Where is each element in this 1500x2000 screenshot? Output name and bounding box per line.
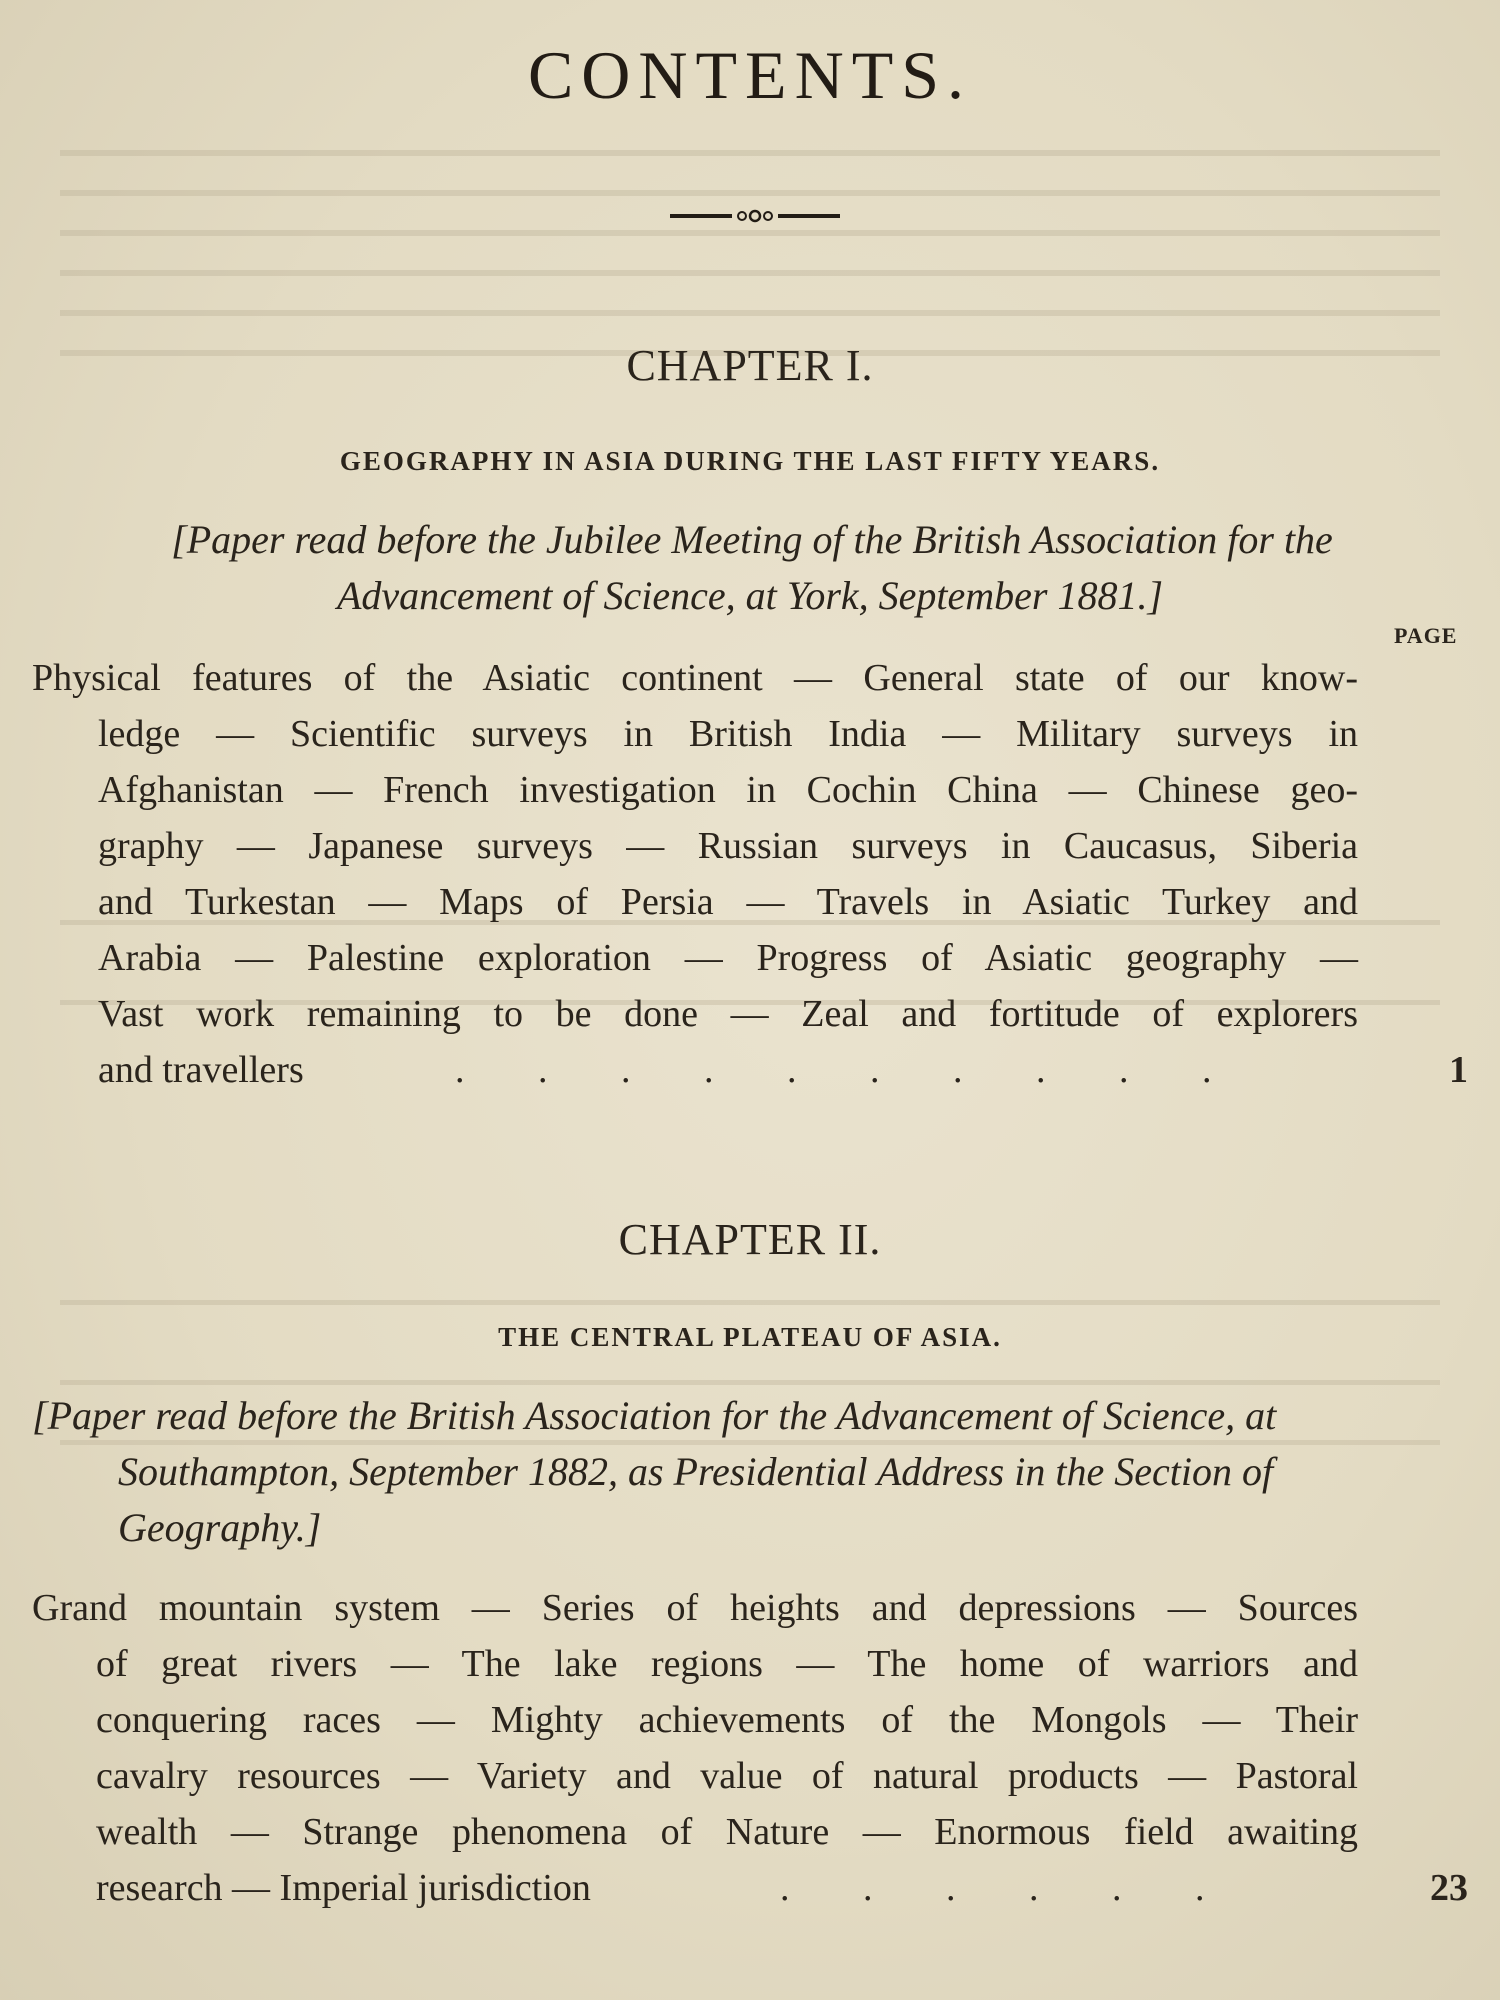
contents-title: CONTENTS.: [527, 37, 973, 113]
chapter-1-summary-line-4: graphy — Japanese surveys — Russian surveys in Caucasus, Siberia: [98, 825, 1358, 867]
chapter-2-summary-line-1: Grand mountain system — Series of heights and depressions — Sources: [32, 1587, 1358, 1629]
chapter-2-note-line-3: Geography.]: [118, 1505, 322, 1550]
chapter-1-summary-line-6: Arabia — Palestine exploration — Progress of Asiatic geography —: [98, 937, 1358, 979]
chapter-1-summary-line-5: and Turkestan — Maps of Persia — Travels in Asiatic Turkey and: [98, 881, 1358, 923]
chapter-2-summary-line-5: wealth — Strange phenomena of Nature — Enormous field awaiting: [96, 1811, 1358, 1853]
chapter-2-summary-line-6: research — Imperial jurisdiction: [96, 1867, 591, 1909]
chapter-1-leader-dots: . . . . . . . . . .: [455, 1049, 1212, 1091]
chapter-2-page-number: 23: [1430, 1867, 1468, 1909]
chapter-2-note-line-1: [Paper read before the British Association for the Advancement of Science, at: [32, 1393, 1277, 1438]
chapter-1-summary-line-1: Physical features of the Asiatic continent — General state of our know-: [32, 657, 1358, 699]
chapter-1-heading: CHAPTER I.: [626, 341, 874, 390]
chapter-2-note-line-2: Southampton, September 1882, as Presidential Address in the Section of: [118, 1449, 1274, 1494]
chapter-1-note-line-1: [Paper read before the Jubilee Meeting of the British Association for the: [171, 517, 1333, 562]
ornament-rule-icon: [670, 204, 840, 228]
chapter-2-summary-line-3: conquering races — Mighty achievements of the Mongols — Their: [96, 1699, 1358, 1741]
chapter-2-subtitle: THE CENTRAL PLATEAU OF ASIA.: [498, 1322, 1002, 1352]
chapter-1-summary-line-8: and travellers: [98, 1049, 304, 1091]
chapter-1-page-number: 1: [1449, 1049, 1468, 1091]
chapter-1-note-line-2: Advancement of Science, at York, September 1881.]: [336, 573, 1164, 618]
chapter-1-summary-line-2: ledge — Scientific surveys in British India — Military surveys in: [98, 713, 1358, 755]
chapter-1-summary-line-3: Afghanistan — French investigation in Cochin China — Chinese geo-: [98, 769, 1358, 811]
chapter-2-summary-line-4: cavalry resources — Variety and value of natural products — Pastoral: [96, 1755, 1358, 1797]
chapter-1-summary-line-7: Vast work remaining to be done — Zeal and fortitude of explorers: [98, 993, 1358, 1035]
page-column-label: PAGE: [1394, 623, 1458, 648]
chapter-2-leader-dots: . . . . . .: [780, 1867, 1205, 1909]
chapter-2-heading: CHAPTER II.: [618, 1215, 882, 1264]
chapter-1-subtitle: GEOGRAPHY IN ASIA DURING THE LAST FIFTY YEARS.: [339, 446, 1161, 476]
chapter-2-summary-line-2: of great rivers — The lake regions — The home of warriors and: [96, 1643, 1358, 1685]
